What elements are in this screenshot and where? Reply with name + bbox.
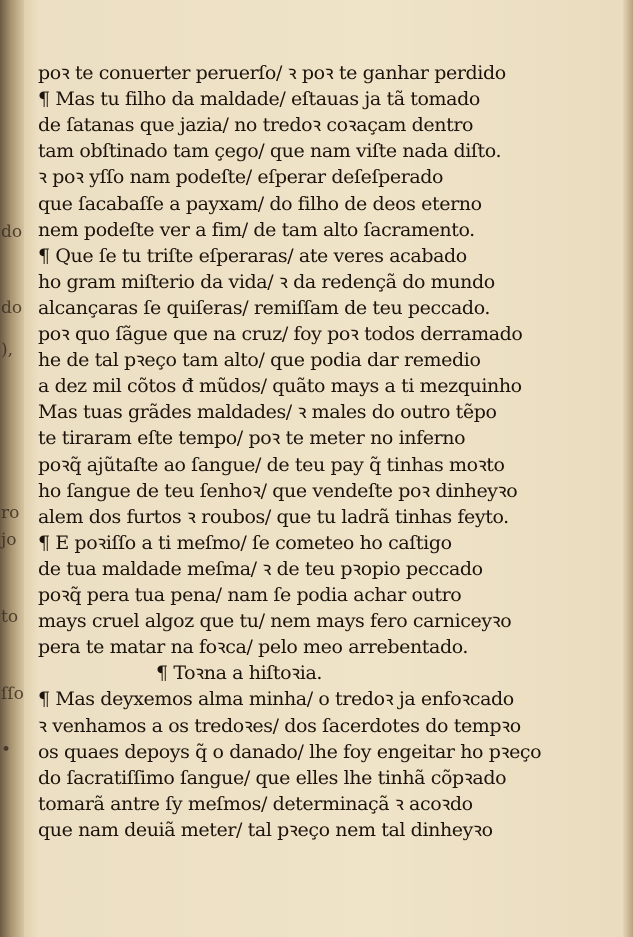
text-line: mays cruel algoz que tu/ nem mays fero carniceyꝛo bbox=[38, 610, 512, 633]
text-line: poꝛ te conuerter peruerſo/ ꝛ poꝛ te ganhar perdido bbox=[38, 62, 506, 84]
text-line: a dez mil cõtos đ mũdos/ quãto mays a ti mezquinho bbox=[38, 375, 522, 398]
bleed-through-fragment: do bbox=[1, 222, 23, 242]
text-line: ¶ Mas deyxemos alma minha/ o tredoꝛ ja enfoꝛcado bbox=[38, 688, 514, 711]
text-line: tam obſtinado tam çego/ que nam viſte nada diſto. bbox=[38, 140, 502, 163]
text-line: Mas tuas grãdes maldades/ ꝛ males do outro tẽpo bbox=[38, 401, 497, 424]
text-line: poꝛq̃ pera tua pena/ nam ſe podia achar outro bbox=[38, 584, 462, 606]
text-line: ho ſangue de teu ſenhoꝛ/ que vendeſte poꝛ dinheyꝛo bbox=[38, 479, 518, 502]
text-line: tomarã antre ſy meſmos/ determinaçã ꝛ acoꝛdo bbox=[38, 792, 473, 815]
text-line: poꝛ quo ſãgue que na cruz/ foy poꝛ todos derramado bbox=[38, 323, 523, 345]
text-line: he de tal pꝛeço tam alto/ que podia dar remedio bbox=[38, 349, 481, 372]
bleed-through-fragment: • bbox=[1, 740, 12, 760]
facing-page-bleed-through bbox=[0, 0, 30, 937]
bleed-through-fragment: to bbox=[1, 607, 19, 627]
text-line: poꝛq̃ ajũtaſte ao ſangue/ de teu pay q̃ tinhas moꝛto bbox=[38, 453, 505, 476]
text-line: alcançaras ſe quiſeras/ remiſſam de teu peccado. bbox=[38, 296, 491, 319]
page-edge bbox=[623, 0, 633, 937]
text-line: pera te matar na foꝛca/ pelo meo arrebentado. bbox=[38, 636, 469, 659]
text-line: os quaes depoys q̃ o danado/ lhe foy engeitar ho pꝛeço bbox=[38, 740, 542, 763]
bleed-through-fragment: ro bbox=[1, 503, 20, 523]
bleed-through-fragment: ſſo bbox=[1, 684, 24, 704]
text-line: ¶ E poꝛiſſo a ti meſmo/ ſe cometeo ho caſtigo bbox=[38, 531, 452, 554]
text-line: nem podeſte ver a fim/ de tam alto ſacramento. bbox=[38, 218, 475, 241]
text-line: ꝛ poꝛ yſſo nam podeſte/ eſperar deſeſperado bbox=[38, 166, 444, 189]
text-line: que nam deuiã meter/ tal pꝛeço nem tal dinheyꝛo bbox=[38, 818, 493, 841]
text-line: alem dos furtos ꝛ roubos/ que tu ladrã tinhas feyto. bbox=[38, 505, 509, 528]
text-line: que ſacabaſſe a payxam/ do filho de deos eterno bbox=[38, 192, 482, 215]
bleed-through-fragment: jo bbox=[1, 530, 17, 550]
text-line: te tiraram eſte tempo/ poꝛ te meter no inferno bbox=[38, 427, 466, 450]
bleed-through-fragment: do bbox=[1, 298, 23, 318]
text-line: de ſatanas que jazia/ no tredoꝛ coꝛaçam dentro bbox=[38, 114, 474, 137]
text-line: ho gram miſterio da vida/ ꝛ da redençã do mundo bbox=[38, 270, 495, 293]
text-line: ¶ Que ſe tu triſte eſperaras/ ate veres acabado bbox=[38, 244, 467, 267]
bleed-through-fragment: ), bbox=[1, 340, 14, 360]
text-line: do ſacratiſſimo ſangue/ que elles lhe tinhã cõpꝛado bbox=[38, 766, 507, 789]
text-line: ¶ Mas tu filho da maldade/ eſtauas ja tã tomado bbox=[38, 88, 480, 111]
text-line: ꝛ venhamos a os tredoꝛes/ dos ſacerdotes do tempꝛo bbox=[38, 714, 521, 737]
section-heading: ¶ Toꝛna a hiſtoꝛia. bbox=[156, 662, 323, 685]
text-line: de tua maldade meſma/ ꝛ de teu pꝛopio peccado bbox=[38, 557, 483, 580]
